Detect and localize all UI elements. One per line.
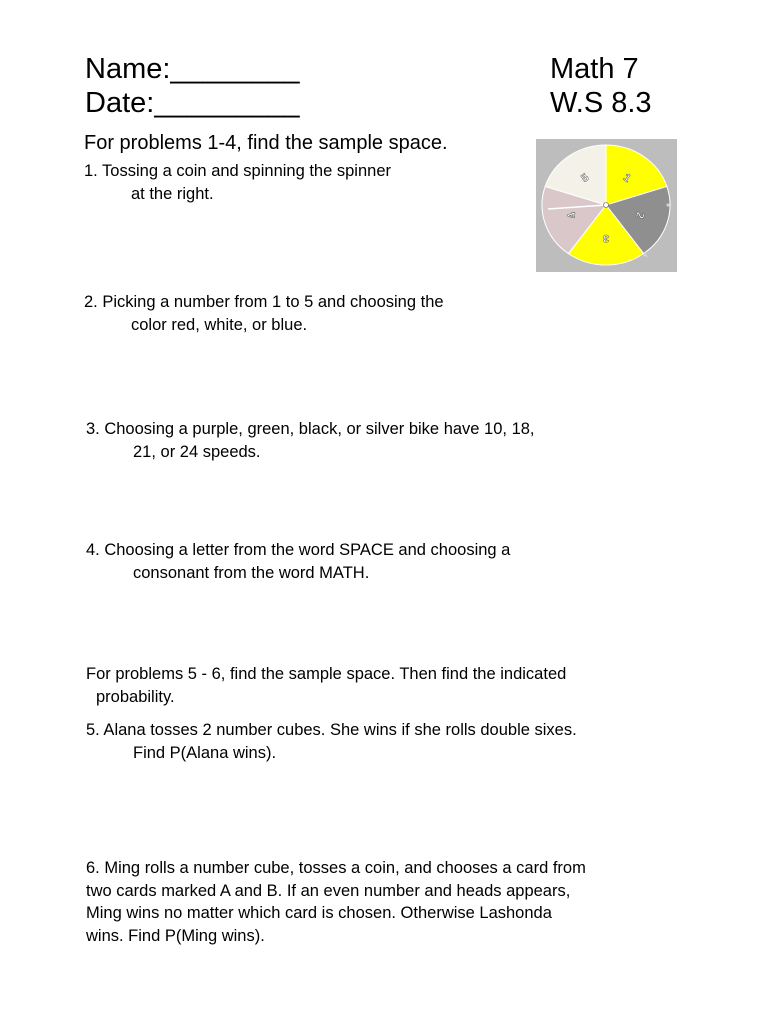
problem-5-line1: 5. Alana tosses 2 number cubes. She wins if she rolls double sixes.: [86, 721, 577, 739]
problem-2-line2: color red, white, or blue.: [131, 315, 308, 334]
spinner-rim-dot: [666, 203, 669, 206]
section1-heading: For problems 1-4, find the sample space.: [84, 132, 448, 154]
problem-6-line3: Ming wins no matter which card is chosen. Otherwise Lashonda: [86, 904, 552, 922]
spinner-image: [536, 139, 677, 272]
spinner-center: [604, 203, 609, 208]
worksheet-number: W.S 8.3: [550, 87, 652, 119]
problem-1-line2: at the right.: [131, 184, 214, 203]
problem-5: [86, 719, 577, 764]
problem-4: [86, 539, 510, 584]
problem-6-line4: wins. Find P(Ming wins).: [86, 926, 265, 945]
spinner-sector-label-1: 1: [620, 171, 633, 185]
problem-6-line1: 6. Ming rolls a number cube, tosses a coin, and chooses a card from: [86, 859, 586, 877]
problem-5-line2: Find P(Alana wins).: [133, 743, 277, 762]
problem-2: [84, 291, 444, 336]
problem-1-line1: 1. Tossing a coin and spinning the spinner: [84, 162, 391, 180]
course-title: Math 7: [550, 53, 639, 85]
section2-heading: [86, 663, 566, 708]
name-field-label: Name:________: [85, 53, 300, 85]
problem-3-line2: 21, or 24 speeds.: [133, 442, 261, 461]
problem-1: [84, 160, 391, 205]
spinner-sector-label-5: 5: [579, 171, 592, 185]
problem-6: [86, 857, 586, 947]
spinner-sector-label-3: 3: [602, 232, 610, 245]
problem-6-line2: two cards marked A and B. If an even number and heads appears,: [86, 881, 571, 900]
section2-heading-line1: For problems 5 - 6, find the sample space. Then find the indicated: [86, 665, 567, 683]
problem-3-line1: 3. Choosing a purple, green, black, or silver bike have 10, 18,: [86, 420, 535, 438]
spinner-sector-label-2: 2: [632, 210, 647, 220]
problem-4-line2: consonant from the word MATH.: [133, 563, 370, 582]
problem-2-line1: 2. Picking a number from 1 to 5 and choosing the: [84, 293, 444, 311]
section2-heading-line2: probability.: [96, 687, 175, 706]
spinner-sector-label-4: 4: [565, 210, 580, 220]
problem-3: [86, 418, 535, 463]
problem-4-line1: 4. Choosing a letter from the word SPACE and choosing a: [86, 541, 511, 559]
date-field-label: Date:_________: [85, 87, 300, 119]
